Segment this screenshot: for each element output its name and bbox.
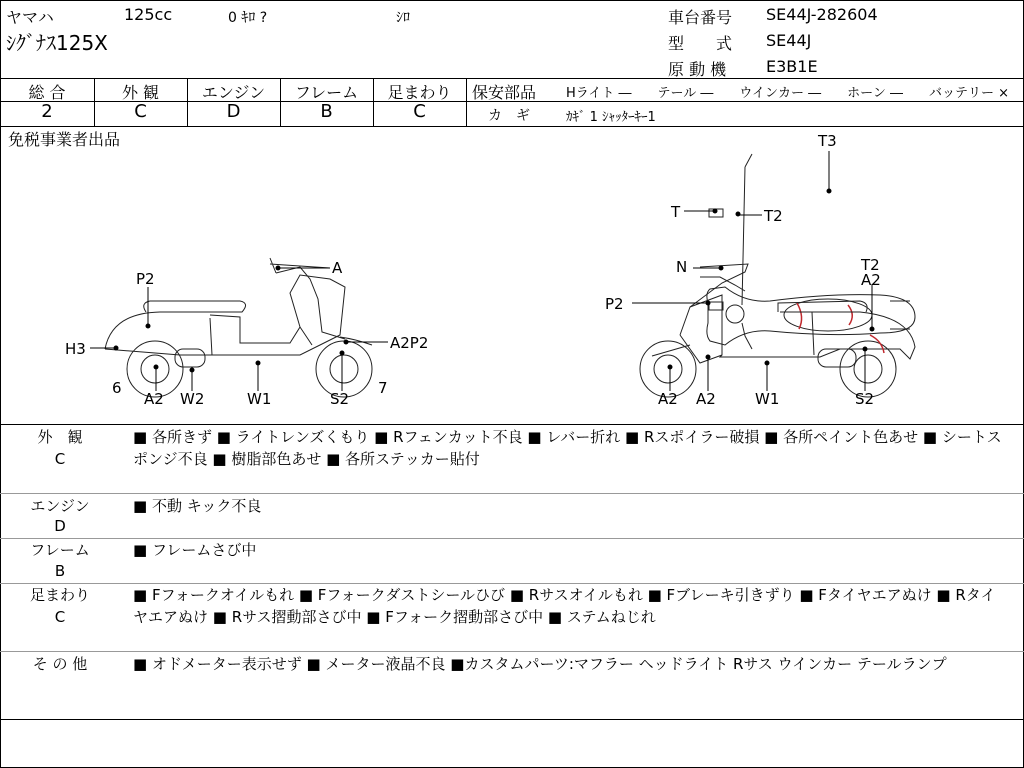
grid-line [466, 101, 1024, 102]
label-T2-top: T2 [764, 207, 783, 225]
label-T: T [671, 203, 681, 221]
label-P2-right: P2 [605, 295, 624, 313]
grade-suspension: C [413, 101, 426, 122]
label-H3: H3 [65, 340, 86, 358]
grade-engine: D [226, 101, 241, 122]
section-engine-grade: D [54, 517, 66, 535]
section-frame-text: ■ フレームさび中 [133, 541, 257, 559]
top-view-scooter [707, 154, 915, 349]
section-frame-grade: B [54, 562, 66, 580]
model-name: ｼｸﾞﾅｽ125X [6, 31, 108, 55]
grade-header-suspension: 足まわり [387, 83, 452, 102]
grid-line [466, 78, 467, 126]
grade-frame: B [320, 101, 333, 122]
grid-line [0, 493, 1024, 494]
section-frame-label: フレーム [30, 541, 90, 559]
color: ｼﾛ [396, 10, 410, 26]
label-W1-right: W1 [755, 390, 780, 408]
section-exterior-label: 外 観 [37, 428, 83, 446]
grade-header-frame: フレーム [294, 83, 359, 102]
engine-value: E3B1E [766, 57, 818, 76]
displacement: 125cc [124, 5, 173, 24]
section-suspension-text: ■ Fフォークオイルもれ ■ Fフォークダストシールひび ■ Rサスオイルもれ ■ Fブレーキ引きずり ■ Fタイヤエアぬけ ■ Rタイヤエアぬけ ■ Rサス摺動部さび中 ■ Fフォーク摺動部さび中 ■ ステムねじれ [133, 586, 996, 626]
section-exterior-text: ■ 各所きず ■ ライトレンズくもり ■ Rフェンカット不良 ■ レバー折れ ■ Rスポイラー破損 ■ 各所ペイント色あせ ■ シートスポンジ不良 ■ 樹脂部色あせ ■ 各所ステッカー貼付 [133, 428, 1002, 468]
label-A2-right-2: A2 [696, 390, 716, 408]
label-N: N [676, 258, 688, 276]
grade-header-exterior: 外 観 [121, 83, 160, 102]
label-S2-right: S2 [855, 390, 875, 408]
mileage: 0 ｷﾛ ? [228, 10, 268, 26]
grade-overall: 2 [41, 101, 53, 122]
section-suspension-grade: C [54, 608, 66, 626]
label-A2-left: A2 [144, 390, 164, 408]
label-T2-right: T2 [861, 256, 880, 274]
label-T3: T3 [818, 132, 837, 150]
tax-note: 免税事業者出品 [8, 130, 121, 149]
safety-items: Hライト ― テール ― ウインカー ― ホーン ― バッテリー × [566, 86, 1010, 101]
frame-no-label: 車台番号 [668, 8, 733, 27]
label-A2-right-1: A2 [658, 390, 678, 408]
label-6: 6 [112, 379, 122, 397]
grid-line [0, 651, 1024, 652]
type-label: 型 式 [668, 34, 733, 53]
section-engine-label: エンジン [30, 497, 90, 515]
grid-line [0, 719, 1024, 720]
grid-line [0, 78, 1024, 79]
section-exterior-grade: C [54, 450, 66, 468]
section-suspension-label: 足まわり [29, 586, 90, 604]
grade-header-engine: エンジン [201, 83, 266, 102]
section-other-text: ■ オドメーター表示せず ■ メーター液晶不良 ■カスタムパーツ:マフラー ヘッドライト Rサス ウインカー テールランプ [133, 655, 947, 673]
type-value: SE44J [766, 31, 812, 50]
key-value: ｶｷﾞ 1 ｼｬｯﾀｰｷｰ1 [566, 110, 656, 125]
section-engine-text: ■ 不動 キック不良 [133, 497, 262, 515]
damage-diagram [0, 127, 1024, 424]
label-P2-left: P2 [136, 270, 155, 288]
safety-label: 保安部品 [472, 83, 537, 102]
grade-header-overall: 総 合 [28, 83, 66, 102]
engine-label: 原 動 機 [668, 60, 727, 79]
maker: ヤマハ [6, 8, 54, 27]
label-A2P2: A2P2 [390, 334, 429, 352]
key-label: カ ギ [488, 108, 530, 124]
label-S2-left: S2 [330, 390, 350, 408]
label-7: 7 [378, 379, 388, 397]
label-W1-left: W1 [247, 390, 272, 408]
section-other-label: そ の 他 [32, 655, 88, 673]
grade-exterior: C [134, 101, 147, 122]
frame-no: SE44J-282604 [766, 5, 878, 24]
grid-line [0, 424, 1024, 425]
label-A-left: A [332, 259, 343, 277]
label-A2-right-top: A2 [861, 271, 881, 289]
label-W2: W2 [180, 390, 205, 408]
